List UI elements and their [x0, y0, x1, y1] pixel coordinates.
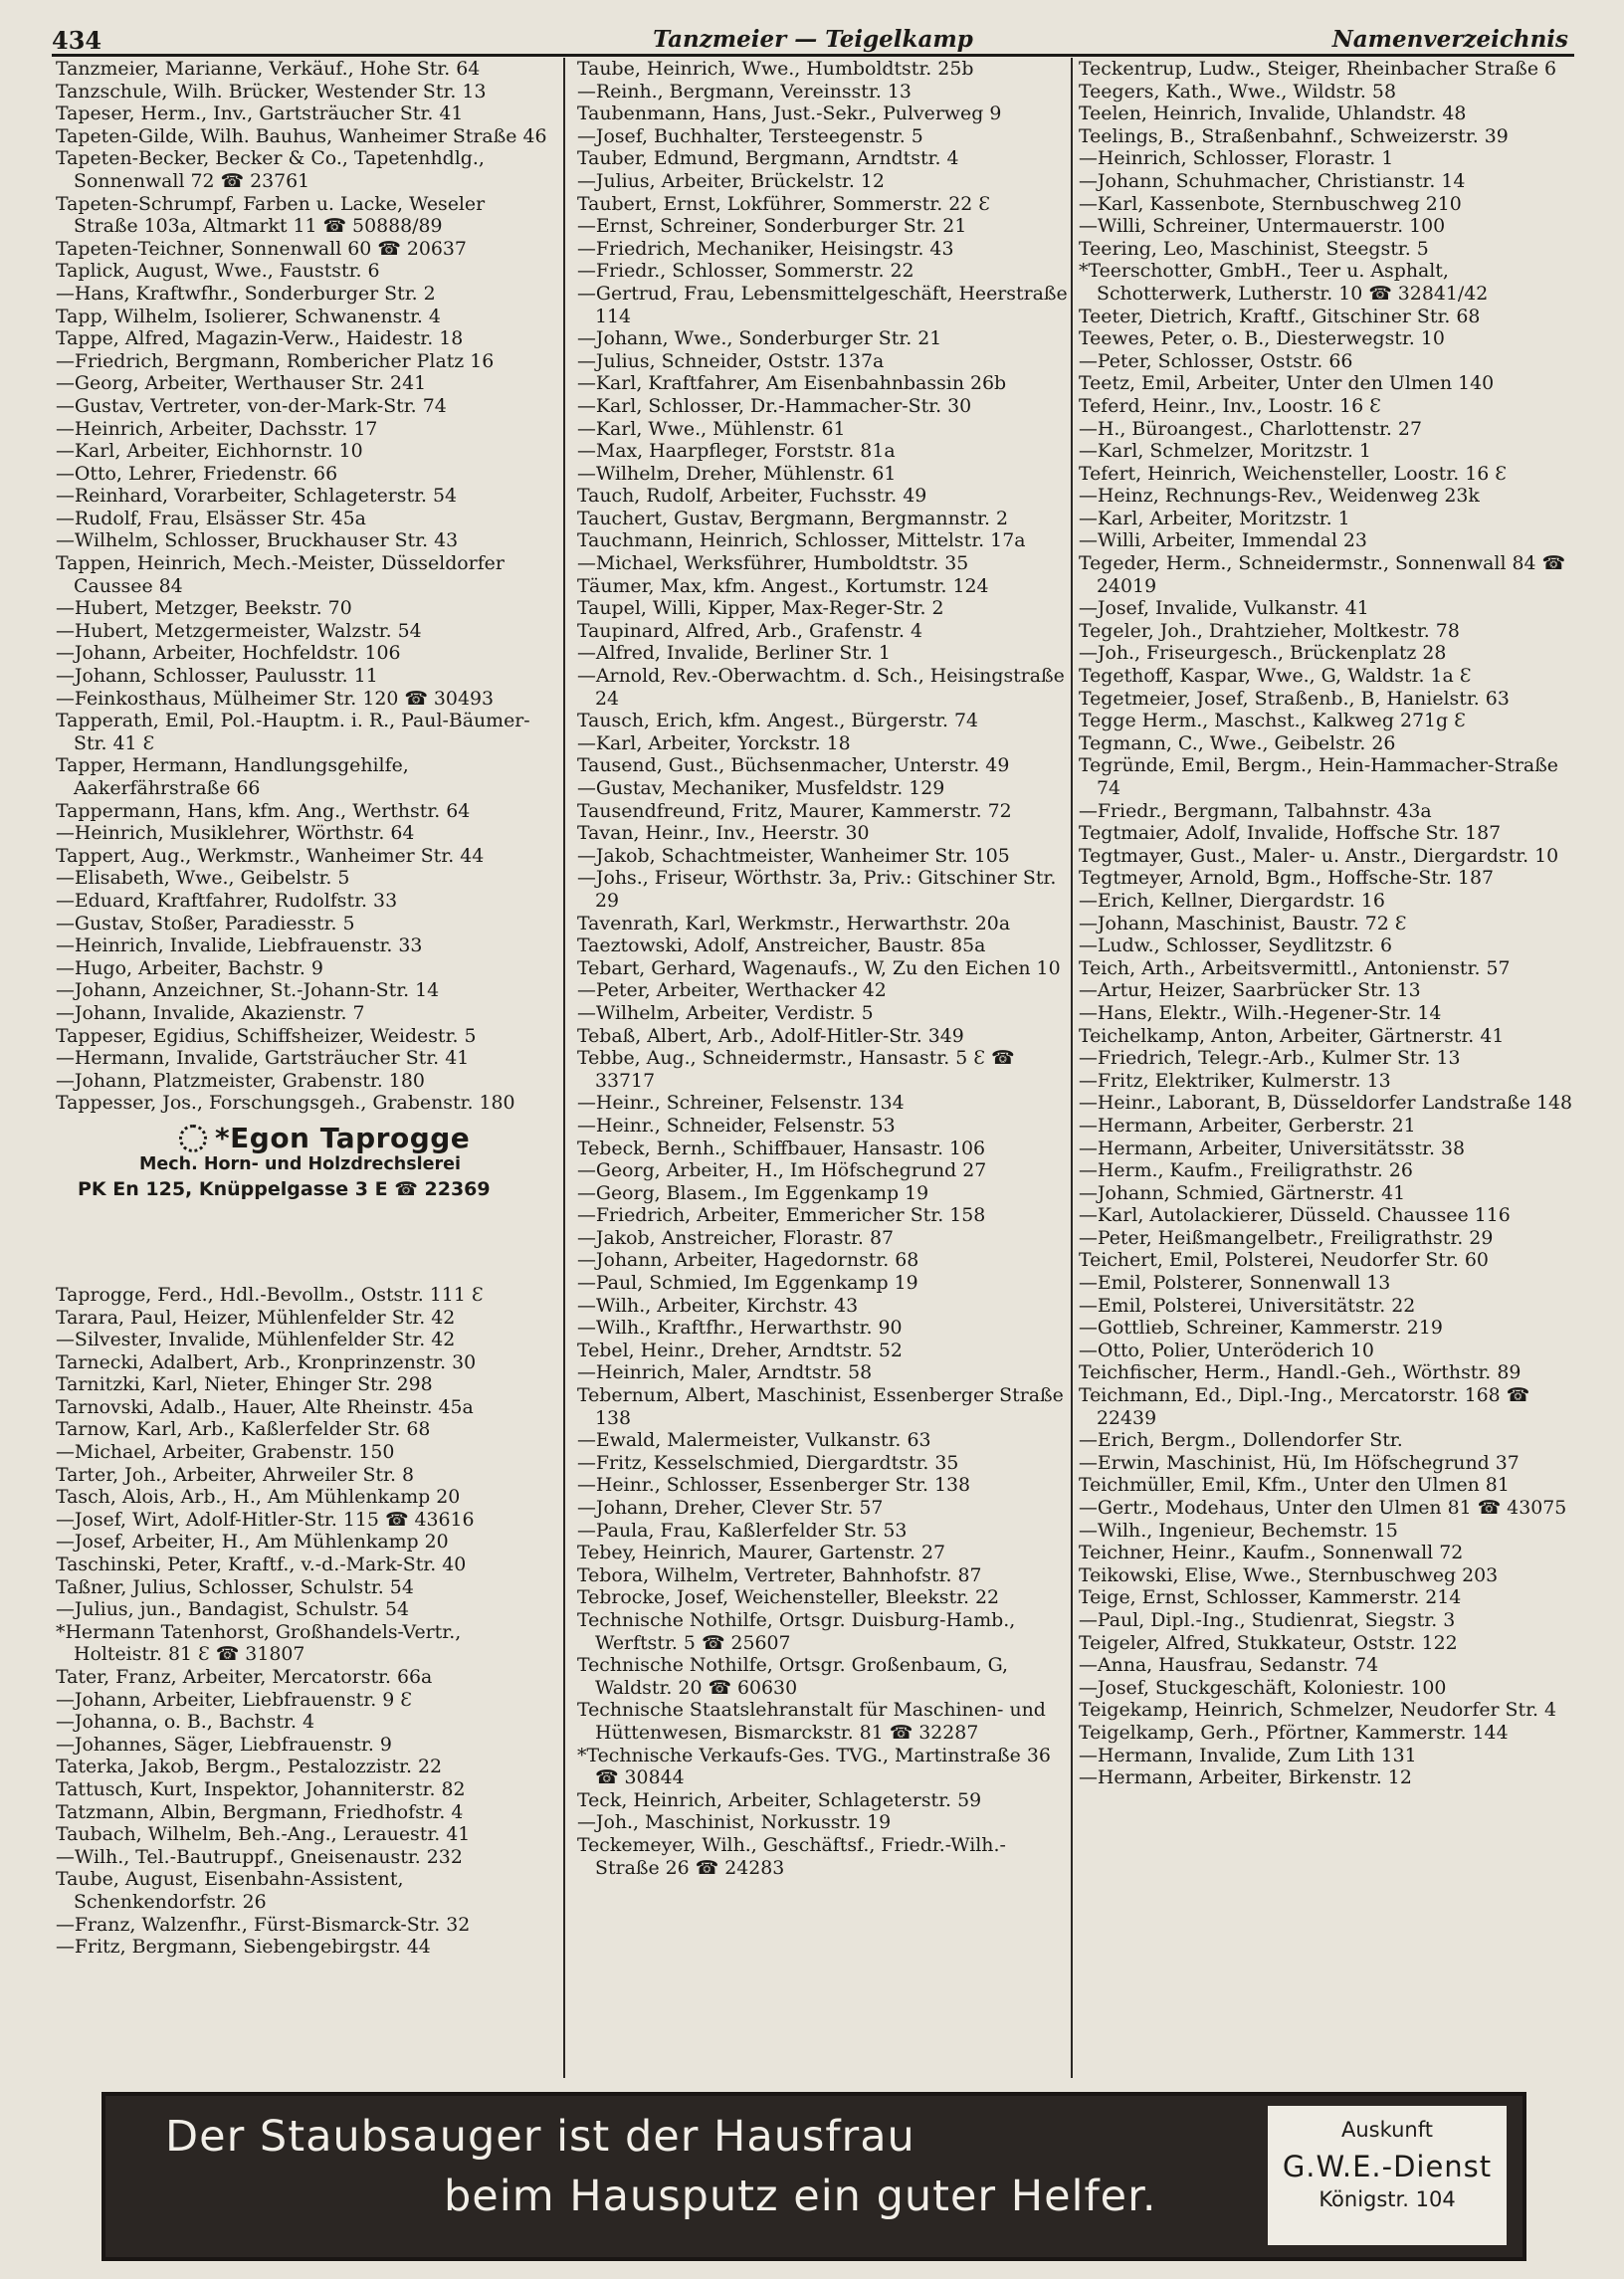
directory-entry: Technische Nothilfe, Ortsgr. Duisburg-Hamb., Werftstr. 5 ☎ 25607 — [577, 1608, 1016, 1654]
directory-entry: Tebernum, Albert, Maschinist, Essenberger Straße 138 — [577, 1384, 1064, 1429]
ad-company-name-text: *Egon Taprogge — [215, 1121, 471, 1154]
directory-entry: Taupinard, Alfred, Arb., Grafenstr. 4 — [577, 619, 923, 642]
directory-entry: Tegründe, Emil, Bergm., Hein-Hammacher-Straße 74 — [1079, 754, 1558, 799]
directory-entry: Teferd, Heinr., Inv., Loostr. 16 Ɛ — [1079, 394, 1381, 417]
section-title: Namenverzeichnis — [1331, 26, 1568, 53]
directory-entry: —Elisabeth, Wwe., Geibelstr. 5 — [56, 867, 350, 890]
directory-entry: —Johann, Maschinist, Baustr. 72 Ɛ — [1079, 912, 1407, 934]
directory-entry: Tegetmeier, Josef, Straßenb., B, Hanielstr. 63 — [1079, 687, 1510, 710]
directory-entry: —Julius, Schneider, Oststr. 137a — [577, 349, 885, 372]
directory-entry: Tegeler, Joh., Drahtzieher, Moltkestr. 78 — [1079, 619, 1460, 642]
directory-entry: —Jakob, Schachtmeister, Wanheimer Str. 105 — [577, 844, 1010, 867]
directory-entry: —Gustav, Vertreter, von-der-Mark-Str. 74 — [56, 394, 447, 417]
directory-entry: —Arnold, Rev.-Oberwachtm. d. Sch., Heisingstraße 24 — [577, 665, 1065, 710]
directory-entry: —Johann, Arbeiter, Hagedornstr. 68 — [577, 1249, 919, 1272]
directory-entry: Täumer, Max, kfm. Angest., Kortumstr. 124 — [577, 574, 989, 597]
directory-entry: —Wilh., Kraftfhr., Herwarthstr. 90 — [577, 1317, 903, 1340]
directory-entry: —Franz, Walzenfhr., Fürst-Bismarck-Str. 32 — [56, 1913, 471, 1936]
directory-entry: Tausendfreund, Fritz, Maurer, Kammerstr. 72 — [577, 799, 1012, 822]
directory-entry: —Hermann, Invalide, Zum Lith 131 — [1079, 1744, 1417, 1766]
directory-entry: Taupel, Willi, Kipper, Max-Reger-Str. 2 — [577, 597, 944, 620]
directory-entry: Tegtmayer, Gust., Maler- u. Anstr., Diergardstr. 10 — [1079, 844, 1559, 867]
directory-entry: —Johann, Invalide, Akazienstr. 7 — [56, 1001, 365, 1024]
ad-address-line: PK En 125, Knüppelgasse 3 E ☎ 22369 — [78, 1177, 491, 1200]
directory-entry: —Johann, Platzmeister, Grabenstr. 180 — [56, 1069, 425, 1092]
directory-entry: Taube, Heinrich, Wwe., Humboldtstr. 25b — [577, 58, 974, 80]
directory-entry: —Heinr., Schlosser, Essenberger Str. 138 — [577, 1474, 971, 1497]
directory-entry: Tattusch, Kurt, Inspektor, Johanniterstr. 82 — [56, 1777, 466, 1800]
ad-company-name — [70, 1121, 549, 1154]
directory-entry: Tapeten-Teichner, Sonnenwall 60 ☎ 20637 — [56, 237, 467, 260]
directory-entry: Teetz, Emil, Arbeiter, Unter den Ulmen 140 — [1079, 372, 1495, 395]
directory-entry: Teichmüller, Emil, Kfm., Unter den Ulmen 81 — [1079, 1474, 1510, 1497]
directory-entry: —Emil, Polsterer, Sonnenwall 13 — [1079, 1272, 1391, 1295]
directory-entry: —Georg, Arbeiter, Werthauser Str. 241 — [56, 372, 427, 395]
directory-entry: —Feinkosthaus, Mülheimer Str. 120 ☎ 30493 — [56, 687, 495, 710]
directory-entry: Tegeder, Herm., Schneidermstr., Sonnenwall 84 ☎ 24019 — [1079, 552, 1566, 597]
directory-entry: Taeztowski, Adolf, Anstreicher, Baustr. 85a — [577, 934, 986, 957]
directory-entry: —Erich, Bergm., Dollendorfer Str. — [1079, 1429, 1403, 1452]
directory-entry: —Heinrich, Schlosser, Florastr. 1 — [1079, 147, 1394, 170]
directory-entry: —Karl, Arbeiter, Eichhornstr. 10 — [56, 440, 363, 463]
directory-entry: —Johann, Arbeiter, Liebfrauenstr. 9 Ɛ — [56, 1688, 413, 1711]
directory-entry: *Technische Verkaufs-Ges. TVG., Martinstraße 36 ☎ 30844 — [577, 1744, 1051, 1789]
directory-entry: —Joh., Friseurgesch., Brückenplatz 28 — [1079, 642, 1447, 665]
directory-entry: *Hermann Tatenhorst, Großhandels-Vertr., Holteistr. 81 Ɛ ☎ 31807 — [56, 1620, 462, 1666]
directory-entry: Tarnecki, Adalbert, Arb., Kronprinzenstr. 30 — [56, 1350, 477, 1373]
directory-entry: Tarnow, Karl, Arb., Kaßlerfelder Str. 68 — [56, 1418, 431, 1441]
directory-entry: —Joh., Maschinist, Norkusstr. 19 — [577, 1811, 892, 1834]
directory-entry: —Erich, Kellner, Diergardstr. 16 — [1079, 889, 1385, 912]
directory-entry: Teelen, Heinrich, Invalide, Uhlandstr. 48 — [1079, 103, 1467, 125]
directory-entry: Teigekamp, Heinrich, Schmelzer, Neudorfer Str. 4 — [1079, 1699, 1557, 1722]
directory-entry: —Hermann, Invalide, Gartsträucher Str. 41 — [56, 1047, 470, 1070]
directory-entry: —Silvester, Invalide, Mühlenfelder Str. 42 — [56, 1329, 456, 1351]
directory-entry: —Ludw., Schlosser, Seydlitzstr. 6 — [1079, 934, 1393, 957]
running-title: Tanzmeier — Teigelkamp — [653, 26, 973, 53]
directory-entry: —Friedrich, Mechaniker, Heisingstr. 43 — [577, 237, 954, 260]
directory-entry: Teewes, Peter, o. B., Diesterwegstr. 10 — [1079, 327, 1445, 350]
directory-entry: Taprogge, Ferd., Hdl.-Bevollm., Oststr. 111 Ɛ — [56, 1283, 484, 1306]
directory-entry: Tebrocke, Josef, Weichensteller, Bleekstr. 22 — [577, 1586, 1000, 1609]
directory-entry: Teikowski, Elise, Wwe., Sternbuschweg 203 — [1079, 1563, 1499, 1586]
company-mark-icon — [179, 1125, 207, 1152]
directory-entry: —Karl, Kassenbote, Sternbuschweg 210 — [1079, 192, 1462, 215]
directory-entry: —Karl, Arbeiter, Moritzstr. 1 — [1079, 507, 1350, 529]
directory-entry: Tebbe, Aug., Schneidermstr., Hansastr. 5 Ɛ ☎ 33717 — [577, 1047, 1015, 1092]
directory-entry: —Michael, Arbeiter, Grabenstr. 150 — [56, 1441, 395, 1464]
footer-info-label: Auskunft — [1340, 2118, 1433, 2142]
directory-entry: Teigelkamp, Gerh., Pförtner, Kammerstr. 144 — [1079, 1721, 1509, 1744]
directory-entry: —Heinrich, Arbeiter, Dachsstr. 17 — [56, 417, 378, 440]
directory-entry: —Peter, Heißmangelbetr., Freiligrathstr. 29 — [1079, 1226, 1494, 1249]
directory-entry: Tebey, Heinrich, Maurer, Gartenstr. 27 — [577, 1542, 945, 1564]
directory-entry: —Wilh., Ingenieur, Bechemstr. 15 — [1079, 1519, 1398, 1542]
directory-entry: —Wilhelm, Arbeiter, Verdistr. 5 — [577, 1001, 874, 1024]
directory-entry: Teichner, Heinr., Kaufm., Sonnenwall 72 — [1079, 1542, 1464, 1564]
directory-entry: —Ernst, Schreiner, Sonderburger Str. 21 — [577, 215, 967, 238]
directory-entry: —Friedrich, Bergmann, Rombericher Platz 16 — [56, 349, 495, 372]
directory-entry: —Peter, Schlosser, Oststr. 66 — [1079, 349, 1353, 372]
directory-entry: Tapeten-Schrumpf, Farben u. Lacke, Weseler Straße 103a, Altmarkt 11 ☎ 50888/89 — [56, 192, 486, 238]
directory-entry: —Gertr., Modehaus, Unter den Ulmen 81 ☎ 43075 — [1079, 1497, 1567, 1519]
directory-entry: Tappesser, Jos., Forschungsgeh., Grabenstr. 180 — [56, 1092, 515, 1115]
directory-entry: —Johann, Schuhmacher, Christianstr. 14 — [1079, 169, 1466, 192]
directory-entry: Tater, Franz, Arbeiter, Mercatorstr. 66a — [56, 1666, 433, 1688]
footer-slogan-line-2: beim Hausputz ein guter Helfer. — [444, 2172, 1157, 2221]
directory-entry: Tasch, Alois, Arb., H., Am Mühlenkamp 20 — [56, 1486, 461, 1509]
directory-entry: Teichmann, Ed., Dipl.-Ing., Mercatorstr. 168 ☎ 22439 — [1079, 1384, 1530, 1429]
directory-entry: Tauchert, Gustav, Bergmann, Bergmannstr. 2 — [577, 507, 1009, 529]
directory-entry: Taßner, Julius, Schlosser, Schulstr. 54 — [56, 1575, 414, 1598]
directory-entry: Teigeler, Alfred, Stukkateur, Oststr. 122 — [1079, 1631, 1458, 1654]
directory-entry: —Hubert, Metzgermeister, Walzstr. 54 — [56, 619, 422, 642]
directory-entry: —Julius, jun., Bandagist, Schulstr. 54 — [56, 1598, 410, 1621]
directory-entry: Tegethoff, Kaspar, Wwe., G, Waldstr. 1a Ɛ — [1079, 665, 1472, 688]
directory-entry: Taubert, Ernst, Lokführer, Sommerstr. 22 Ɛ — [577, 192, 991, 215]
directory-entry: Tappert, Aug., Werkmstr., Wanheimer Str. 44 — [56, 844, 485, 867]
directory-entry: —Hugo, Arbeiter, Bachstr. 9 — [56, 956, 323, 979]
footer-slogan-line-1: Der Staubsauger ist der Hausfrau — [165, 2112, 915, 2162]
directory-entry: Teering, Leo, Maschinist, Steegstr. 5 — [1079, 237, 1429, 260]
directory-entry: —H., Büroangest., Charlottenstr. 27 — [1079, 417, 1422, 440]
directory-entry: Taplick, August, Wwe., Fauststr. 6 — [56, 260, 380, 283]
directory-entry: Tanzmeier, Marianne, Verkäuf., Hohe Str. 64 — [56, 58, 481, 80]
directory-entry: —Karl, Wwe., Mühlenstr. 61 — [577, 417, 846, 440]
directory-entry: Tanzschule, Wilh. Brücker, Westender Str. 13 — [56, 80, 487, 103]
directory-entry: —Paula, Frau, Kaßlerfelder Str. 53 — [577, 1519, 908, 1542]
directory-entry: —Gottlieb, Schreiner, Kammerstr. 219 — [1079, 1317, 1443, 1340]
directory-entry: —Johs., Friseur, Wörthstr. 3a, Priv.: Gitschiner Str. 29 — [577, 867, 1057, 912]
directory-entry: —Heinr., Schreiner, Felsenstr. 134 — [577, 1092, 905, 1115]
directory-entry: —Willi, Schreiner, Untermauerstr. 100 — [1079, 215, 1446, 238]
directory-entry: —Max, Haarpfleger, Forststr. 81a — [577, 440, 896, 463]
directory-column-2 — [577, 58, 1069, 2078]
directory-entry: —Michael, Werksführer, Humboldtstr. 35 — [577, 552, 969, 575]
directory-entry: Tarnovski, Adalb., Hauer, Alte Rheinstr. 45a — [56, 1395, 474, 1418]
directory-entry: Teegers, Kath., Wwe., Wildstr. 58 — [1079, 80, 1396, 103]
directory-entry: —Gertrud, Frau, Lebensmittelgeschäft, Heerstraße 114 — [577, 282, 1068, 327]
footer-info-address: Königstr. 104 — [1319, 2187, 1456, 2211]
directory-entry: Teckemeyer, Wilh., Geschäftsf., Friedr.-Wilh.-Straße 26 ☎ 24283 — [577, 1833, 1006, 1879]
directory-entry: Teck, Heinrich, Arbeiter, Schlageterstr. 59 — [577, 1788, 982, 1811]
directory-entry: Tavenrath, Karl, Werkmstr., Herwarthstr. 20a — [577, 912, 1011, 934]
directory-entry: —Johann, Anzeichner, St.-Johann-Str. 14 — [56, 979, 440, 1002]
directory-entry: Tapperath, Emil, Pol.-Hauptm. i. R., Paul-Bäumer-Str. 41 Ɛ — [56, 710, 530, 754]
ad-business-line: Mech. Horn- und Holzdrechslerei — [139, 1153, 461, 1174]
directory-entry: Teelings, B., Straßenbahnf., Schweizerstr. 39 — [1079, 124, 1509, 147]
directory-entry: —Wilh., Tel.-Bautruppf., Gneisenaustr. 232 — [56, 1845, 463, 1868]
directory-entry: —Hubert, Metzger, Beekstr. 70 — [56, 597, 352, 620]
directory-entry: —Johannes, Säger, Liebfrauenstr. 9 — [56, 1733, 392, 1756]
directory-entry: Tebora, Wilhelm, Vertreter, Bahnhofstr. 87 — [577, 1563, 982, 1586]
directory-entry: —Josef, Arbeiter, H., Am Mühlenkamp 20 — [56, 1531, 449, 1554]
directory-entry: Tappermann, Hans, kfm. Ang., Werthstr. 64 — [56, 799, 471, 822]
directory-entry: Tauber, Edmund, Bergmann, Arndtstr. 4 — [577, 147, 959, 170]
directory-entry: Teich, Arth., Arbeitsvermittl., Antonienstr. 57 — [1079, 956, 1511, 979]
directory-entry: Tapeten-Becker, Becker & Co., Tapetenhdlg., Sonnenwall 72 ☎ 23761 — [56, 147, 485, 192]
directory-entry: —Fritz, Elektriker, Kulmerstr. 13 — [1079, 1069, 1391, 1092]
directory-entry: —Ewald, Malermeister, Vulkanstr. 63 — [577, 1429, 931, 1452]
directory-entry: Tappe, Alfred, Magazin-Verw., Haidestr. 18 — [56, 327, 464, 350]
directory-entry: —Georg, Arbeiter, H., Im Höfschegrund 27 — [577, 1159, 987, 1182]
directory-entry: —Friedrich, Telegr.-Arb., Kulmer Str. 13 — [1079, 1047, 1461, 1070]
directory-entry: —Gustav, Mechaniker, Musfeldstr. 129 — [577, 777, 945, 799]
directory-entry: Tappen, Heinrich, Mech.-Meister, Düsseldorfer Caussee 84 — [56, 552, 505, 597]
directory-entry: Technische Staatslehranstalt für Maschinen- und Hüttenwesen, Bismarckstr. 81 ☎ 32287 — [577, 1699, 1046, 1744]
directory-entry: Tappeser, Egidius, Schiffsheizer, Weidestr. 5 — [56, 1024, 477, 1047]
directory-entry: —Willi, Arbeiter, Immendal 23 — [1079, 529, 1367, 552]
footer-advertisement — [102, 2092, 1526, 2261]
directory-entry: Tebaß, Albert, Arb., Adolf-Hitler-Str. 349 — [577, 1024, 964, 1047]
directory-entry: —Heinrich, Invalide, Liebfrauenstr. 33 — [56, 934, 423, 957]
directory-entry: —Heinr., Schneider, Felsenstr. 53 — [577, 1114, 896, 1137]
directory-entry: —Heinrich, Maler, Arndtstr. 58 — [577, 1361, 873, 1384]
column-rule — [1071, 58, 1073, 2078]
directory-entry: —Peter, Arbeiter, Werthacker 42 — [577, 979, 887, 1002]
directory-entry: —Johann, Schmied, Gärtnerstr. 41 — [1079, 1181, 1406, 1204]
directory-entry: —Erwin, Maschinist, Hü, Im Höfschegrund 37 — [1079, 1451, 1520, 1474]
directory-entry: Tausch, Erich, kfm. Angest., Bürgerstr. 74 — [577, 710, 979, 732]
directory-entry: Taschinski, Peter, Kraftf., v.-d.-Mark-Str. 40 — [56, 1554, 467, 1576]
column-rule — [563, 58, 565, 2078]
directory-entry: Tegge Herm., Maschst., Kalkweg 271g Ɛ — [1079, 710, 1466, 732]
directory-entry: —Karl, Autolackierer, Düsseld. Chaussee 116 — [1079, 1204, 1511, 1227]
directory-entry: —Karl, Arbeiter, Yorckstr. 18 — [577, 731, 851, 754]
directory-entry: —Heinz, Rechnungs-Rev., Weidenweg 23k — [1079, 485, 1480, 508]
directory-entry: —Anna, Hausfrau, Sedanstr. 74 — [1079, 1654, 1379, 1677]
directory-entry: Tarter, Joh., Arbeiter, Ahrweiler Str. 8 — [56, 1463, 415, 1486]
directory-entry: Teichert, Emil, Polsterei, Neudorfer Str. 60 — [1079, 1249, 1489, 1272]
directory-entry: Tapeten-Gilde, Wilh. Bauhus, Wanheimer Straße 46 — [56, 124, 547, 147]
directory-entry: Tebel, Heinr., Dreher, Arndtstr. 52 — [577, 1339, 903, 1361]
directory-entry: Technische Nothilfe, Ortsgr. Großenbaum, G, Waldstr. 20 ☎ 60630 — [577, 1654, 1008, 1699]
directory-entry: —Reinh., Bergmann, Vereinsstr. 13 — [577, 80, 912, 103]
directory-entry: —Jakob, Anstreicher, Florastr. 87 — [577, 1226, 894, 1249]
directory-entry: —Johann, Arbeiter, Hochfeldstr. 106 — [56, 642, 401, 665]
directory-entry: —Emil, Polsterei, Universitätstr. 22 — [1079, 1294, 1416, 1317]
directory-entry: Tauch, Rudolf, Arbeiter, Fuchsstr. 49 — [577, 485, 927, 508]
directory-entry: Tebeck, Bernh., Schiffbauer, Hansastr. 106 — [577, 1137, 986, 1159]
directory-entry: —Hans, Elektr., Wilh.-Hegener-Str. 14 — [1079, 1001, 1442, 1024]
directory-entry: Taubach, Wilhelm, Beh.-Ang., Lerauestr. 41 — [56, 1823, 471, 1846]
directory-entry: Taterka, Jakob, Bergm., Pestalozzistr. 22 — [56, 1756, 443, 1778]
directory-entry: —Paul, Schmied, Im Eggenkamp 19 — [577, 1272, 918, 1295]
directory-entry: —Artur, Heizer, Saarbrücker Str. 13 — [1079, 979, 1421, 1002]
directory-entry: —Josef, Invalide, Vulkanstr. 41 — [1079, 597, 1369, 620]
directory-entry: —Hermann, Arbeiter, Universitätsstr. 38 — [1079, 1137, 1465, 1159]
directory-entry: —Fritz, Bergmann, Siebengebirgstr. 44 — [56, 1936, 431, 1959]
directory-entry: —Otto, Polier, Unteröderich 10 — [1079, 1339, 1374, 1361]
directory-entry: —Julius, Arbeiter, Brückelstr. 12 — [577, 169, 885, 192]
directory-entry: Teeter, Dietrich, Kraftf., Gitschiner Str. 68 — [1079, 305, 1481, 327]
directory-entry: —Karl, Schlosser, Dr.-Hammacher-Str. 30 — [577, 394, 972, 417]
directory-entry: Tegtmaier, Adolf, Invalide, Hoffsche Str. 187 — [1079, 822, 1502, 845]
directory-entry: —Heinrich, Musiklehrer, Wörthstr. 64 — [56, 822, 415, 845]
directory-entry: —Fritz, Kesselschmied, Diergardtstr. 35 — [577, 1451, 959, 1474]
inline-advertisement — [70, 1121, 549, 1274]
footer-info-company: G.W.E.-Dienst — [1282, 2150, 1493, 2183]
directory-entry: Teichelkamp, Anton, Arbeiter, Gärtnerstr. 41 — [1079, 1024, 1505, 1047]
directory-column-3 — [1079, 58, 1588, 2078]
directory-entry: —Wilhelm, Schlosser, Bruckhauser Str. 43 — [56, 529, 459, 552]
directory-entry: —Wilh., Arbeiter, Kirchstr. 43 — [577, 1294, 859, 1317]
directory-entry: —Johann, Schlosser, Paulusstr. 11 — [56, 665, 378, 688]
directory-entry: Tebart, Gerhard, Wagenaufs., W, Zu den Eichen 10 — [577, 956, 1061, 979]
directory-entry: —Friedr., Bergmann, Talbahnstr. 43a — [1079, 799, 1432, 822]
directory-entry: Tegtmeyer, Arnold, Bgm., Hoffsche-Str. 187 — [1079, 867, 1494, 890]
directory-entry: —Heinr., Laborant, B, Düsseldorfer Landstraße 148 — [1079, 1092, 1573, 1115]
page-number: 434 — [52, 26, 102, 55]
directory-entry: —Johanna, o. B., Bachstr. 4 — [56, 1711, 314, 1734]
directory-entry: Tavan, Heinr., Inv., Heerstr. 30 — [577, 822, 870, 845]
directory-entry: Tegmann, C., Wwe., Geibelstr. 26 — [1079, 731, 1396, 754]
directory-entry: —Wilhelm, Dreher, Mühlenstr. 61 — [577, 462, 897, 485]
directory-entry: Tefert, Heinrich, Weichensteller, Loostr. 16 Ɛ — [1079, 462, 1508, 485]
directory-entry: —Georg, Blasem., Im Eggenkamp 19 — [577, 1181, 929, 1204]
directory-entry: —Eduard, Kraftfahrer, Rudolfstr. 33 — [56, 889, 398, 912]
directory-entry: Taube, August, Eisenbahn-Assistent, Schenkendorfstr. 26 — [56, 1868, 404, 1913]
directory-entry: Tarara, Paul, Heizer, Mühlenfelder Str. 42 — [56, 1306, 456, 1329]
directory-entry: *Teerschotter, GmbH., Teer u. Asphalt, Schotterwerk, Lutherstr. 10 ☎ 32841/42 — [1079, 260, 1489, 305]
directory-entry: —Johann, Dreher, Clever Str. 57 — [577, 1497, 884, 1519]
directory-entry: Tapper, Hermann, Handlungsgehilfe, Aakerfährstraße 66 — [56, 754, 409, 799]
directory-entry: —Friedrich, Arbeiter, Emmericher Str. 158 — [577, 1204, 986, 1227]
directory-entry: —Hermann, Arbeiter, Gerberstr. 21 — [1079, 1114, 1416, 1137]
directory-entry: —Josef, Wirt, Adolf-Hitler-Str. 115 ☎ 43616 — [56, 1508, 475, 1531]
directory-entry: —Paul, Dipl.-Ing., Studienrat, Siegstr. 3 — [1079, 1608, 1456, 1631]
footer-info-box — [1268, 2106, 1507, 2245]
page-header — [52, 20, 1574, 57]
directory-entry: Taubenmann, Hans, Just.-Sekr., Pulverweg 9 — [577, 103, 1002, 125]
directory-entry: —Reinhard, Vorarbeiter, Schlageterstr. 54 — [56, 485, 458, 508]
directory-entry: Tarnitzki, Karl, Nieter, Ehinger Str. 298 — [56, 1373, 433, 1396]
directory-entry: —Hans, Kraftwfhr., Sonderburger Str. 2 — [56, 282, 436, 305]
directory-entry: —Johann, Wwe., Sonderburger Str. 21 — [577, 327, 942, 350]
directory-entry: —Rudolf, Frau, Elsässer Str. 45a — [56, 507, 366, 529]
directory-entry: Teckentrup, Ludw., Steiger, Rheinbacher Straße 6 — [1079, 58, 1557, 80]
directory-entry: —Alfred, Invalide, Berliner Str. 1 — [577, 642, 891, 665]
directory-entry: —Karl, Kraftfahrer, Am Eisenbahnbassin 26b — [577, 372, 1007, 395]
directory-entry: —Otto, Lehrer, Friedenstr. 66 — [56, 462, 338, 485]
directory-entry: Tapp, Wilhelm, Isolierer, Schwanenstr. 4 — [56, 305, 441, 327]
directory-entry: —Friedr., Schlosser, Sommerstr. 22 — [577, 260, 914, 283]
directory-entry: Tatzmann, Albin, Bergmann, Friedhofstr. 4 — [56, 1800, 464, 1823]
directory-column-1 — [56, 58, 549, 2078]
directory-entry: —Hermann, Arbeiter, Birkenstr. 12 — [1079, 1766, 1412, 1789]
directory-entry: —Gustav, Stoßer, Paradiesstr. 5 — [56, 912, 355, 934]
directory-entry: —Josef, Buchhalter, Tersteegenstr. 5 — [577, 124, 923, 147]
directory-entry: Tapeser, Herm., Inv., Gartsträucher Str. 41 — [56, 103, 464, 125]
directory-entry: Tauchmann, Heinrich, Schlosser, Mittelstr. 17a — [577, 529, 1026, 552]
directory-entry: Tausend, Gust., Büchsenmacher, Unterstr. 49 — [577, 754, 1010, 777]
directory-entry: —Herm., Kaufm., Freiligrathstr. 26 — [1079, 1159, 1413, 1182]
directory-entry: —Josef, Stuckgeschäft, Koloniestr. 100 — [1079, 1676, 1447, 1699]
directory-entry: Teichfischer, Herm., Handl.-Geh., Wörthstr. 89 — [1079, 1361, 1522, 1384]
directory-entry: Teige, Ernst, Schlosser, Kammerstr. 214 — [1079, 1586, 1462, 1609]
directory-entry: —Karl, Schmelzer, Moritzstr. 1 — [1079, 440, 1371, 463]
